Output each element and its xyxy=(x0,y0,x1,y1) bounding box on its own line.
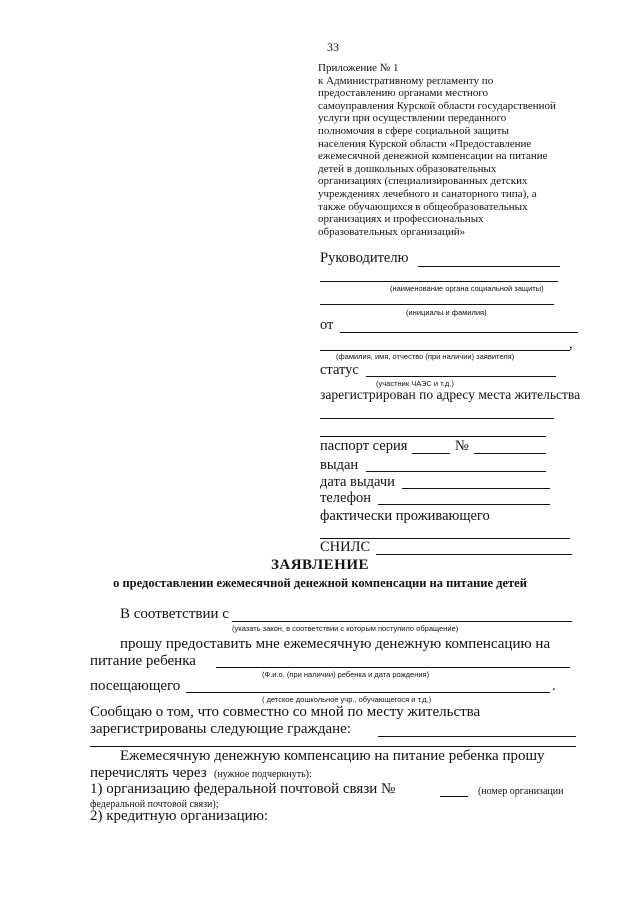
authority-hint: (наименование органа социальной защиты) xyxy=(390,284,544,293)
request-line-2: питание ребенка xyxy=(90,653,196,669)
applicant-hint: (фамилия, имя, отчество (при наличии) заявителя) xyxy=(336,352,515,361)
issued-line[interactable] xyxy=(366,471,546,472)
annex-line: населения Курской области «Предоставление xyxy=(318,137,532,150)
snils-line[interactable] xyxy=(376,554,572,555)
applicant-comma: , xyxy=(569,336,573,352)
annex-line: также обучающихся в общеобразовательных xyxy=(318,200,528,213)
issue-date-label: дата выдачи xyxy=(320,474,395,490)
annex-line: образовательных организаций» xyxy=(318,225,466,238)
post-office-number-line[interactable] xyxy=(440,796,468,797)
child-line[interactable] xyxy=(216,667,570,668)
phone-line[interactable] xyxy=(378,504,550,505)
annex-line: полномочия в сфере социальной защиты xyxy=(318,124,509,137)
residents-line-1[interactable] xyxy=(378,736,576,737)
option-1-hint-b: федеральной почтовой связи); xyxy=(90,799,219,810)
passport-series-line[interactable] xyxy=(412,453,450,454)
authority-line[interactable] xyxy=(320,281,558,282)
initials-hint: (инициалы и фамилия) xyxy=(406,308,487,317)
annex-line: организациях и профессиональных xyxy=(318,213,484,226)
institution-line[interactable] xyxy=(186,692,550,693)
option-1-hint-a: (номер организации xyxy=(478,786,564,797)
address-line-2[interactable] xyxy=(320,436,546,437)
initials-line[interactable] xyxy=(320,304,554,305)
transfer-line-2: перечислять через xyxy=(90,765,207,781)
from-label: от xyxy=(320,317,334,333)
phone-label: телефон xyxy=(320,490,372,506)
issue-date-line[interactable] xyxy=(402,488,550,489)
status-line[interactable] xyxy=(366,376,556,377)
transfer-line-1: Ежемесячную денежную компенсацию на питание ребенка прошу xyxy=(120,748,545,764)
annex-block xyxy=(318,62,578,238)
option-1: 1) организацию федеральной почтовой связи № xyxy=(90,781,396,797)
issued-label: выдан xyxy=(320,457,359,473)
to-label: Руководителю xyxy=(320,250,409,266)
to-name-line[interactable] xyxy=(418,266,560,267)
actual-residence-label: фактически проживающего xyxy=(320,508,490,524)
passport-number-line[interactable] xyxy=(474,453,546,454)
child-hint: (Ф.и.о. (при наличии) ребенка и дата рождения) xyxy=(262,670,430,679)
inform-line-1: Сообщаю о том, что совместно со мной по месту жительства xyxy=(90,704,481,720)
transfer-hint: (нужное подчеркнуть): xyxy=(214,769,312,780)
from-line[interactable] xyxy=(340,332,578,333)
annex-line: услуги при осуществлении переданного xyxy=(318,112,507,125)
status-hint: (участник ЧАЭС и т.д.) xyxy=(376,379,454,388)
applicant-line[interactable] xyxy=(320,350,570,351)
annex-line: предоставлению органами местного xyxy=(318,87,489,100)
annex-line: детей в дошкольных образовательных xyxy=(318,162,497,175)
page-number: 33 xyxy=(327,40,339,54)
document-title: ЗАЯВЛЕНИЕ xyxy=(270,557,370,573)
registered-label: зарегистрирован по адресу места жительства xyxy=(320,387,581,402)
option-2: 2) кредитную организацию: xyxy=(90,808,269,824)
attending-label: посещающего xyxy=(90,678,181,694)
institution-period: . xyxy=(552,678,556,694)
address-line-1[interactable] xyxy=(320,418,554,419)
status-label: статус xyxy=(320,362,359,378)
annex-line: самоуправления Курской области государственной xyxy=(318,99,556,112)
law-line[interactable] xyxy=(232,621,572,622)
law-hint: (указать закон, в соответствии с которым поступило обращение) xyxy=(232,624,459,633)
residents-line-2[interactable] xyxy=(90,746,576,747)
annex-line: ежемесячной денежной компенсации на питание xyxy=(318,150,548,163)
according-label: В соответствии с xyxy=(120,606,229,622)
annex-line: организациях (специализированных детских xyxy=(318,175,528,188)
passport-label: паспорт серия xyxy=(320,438,408,454)
snils-label: СНИЛС xyxy=(320,539,371,555)
annex-line: Приложение № 1 xyxy=(318,62,399,74)
request-line-1: прошу предоставить мне ежемесячную денежную компенсацию на xyxy=(120,636,551,652)
inform-line-2: зарегистрированы следующие граждане: xyxy=(90,721,351,737)
annex-line: учреждениях лечебного и санаторного типа), а xyxy=(318,187,537,200)
document-subtitle: о предоставлении ежемесячной денежной компенсации на питание детей xyxy=(113,576,527,590)
passport-no-label: № xyxy=(455,438,469,454)
annex-line: к Административному регламенту по xyxy=(318,74,494,87)
institution-hint: ( детское дошкольное учр., обучающегося и т.д.) xyxy=(262,695,432,704)
